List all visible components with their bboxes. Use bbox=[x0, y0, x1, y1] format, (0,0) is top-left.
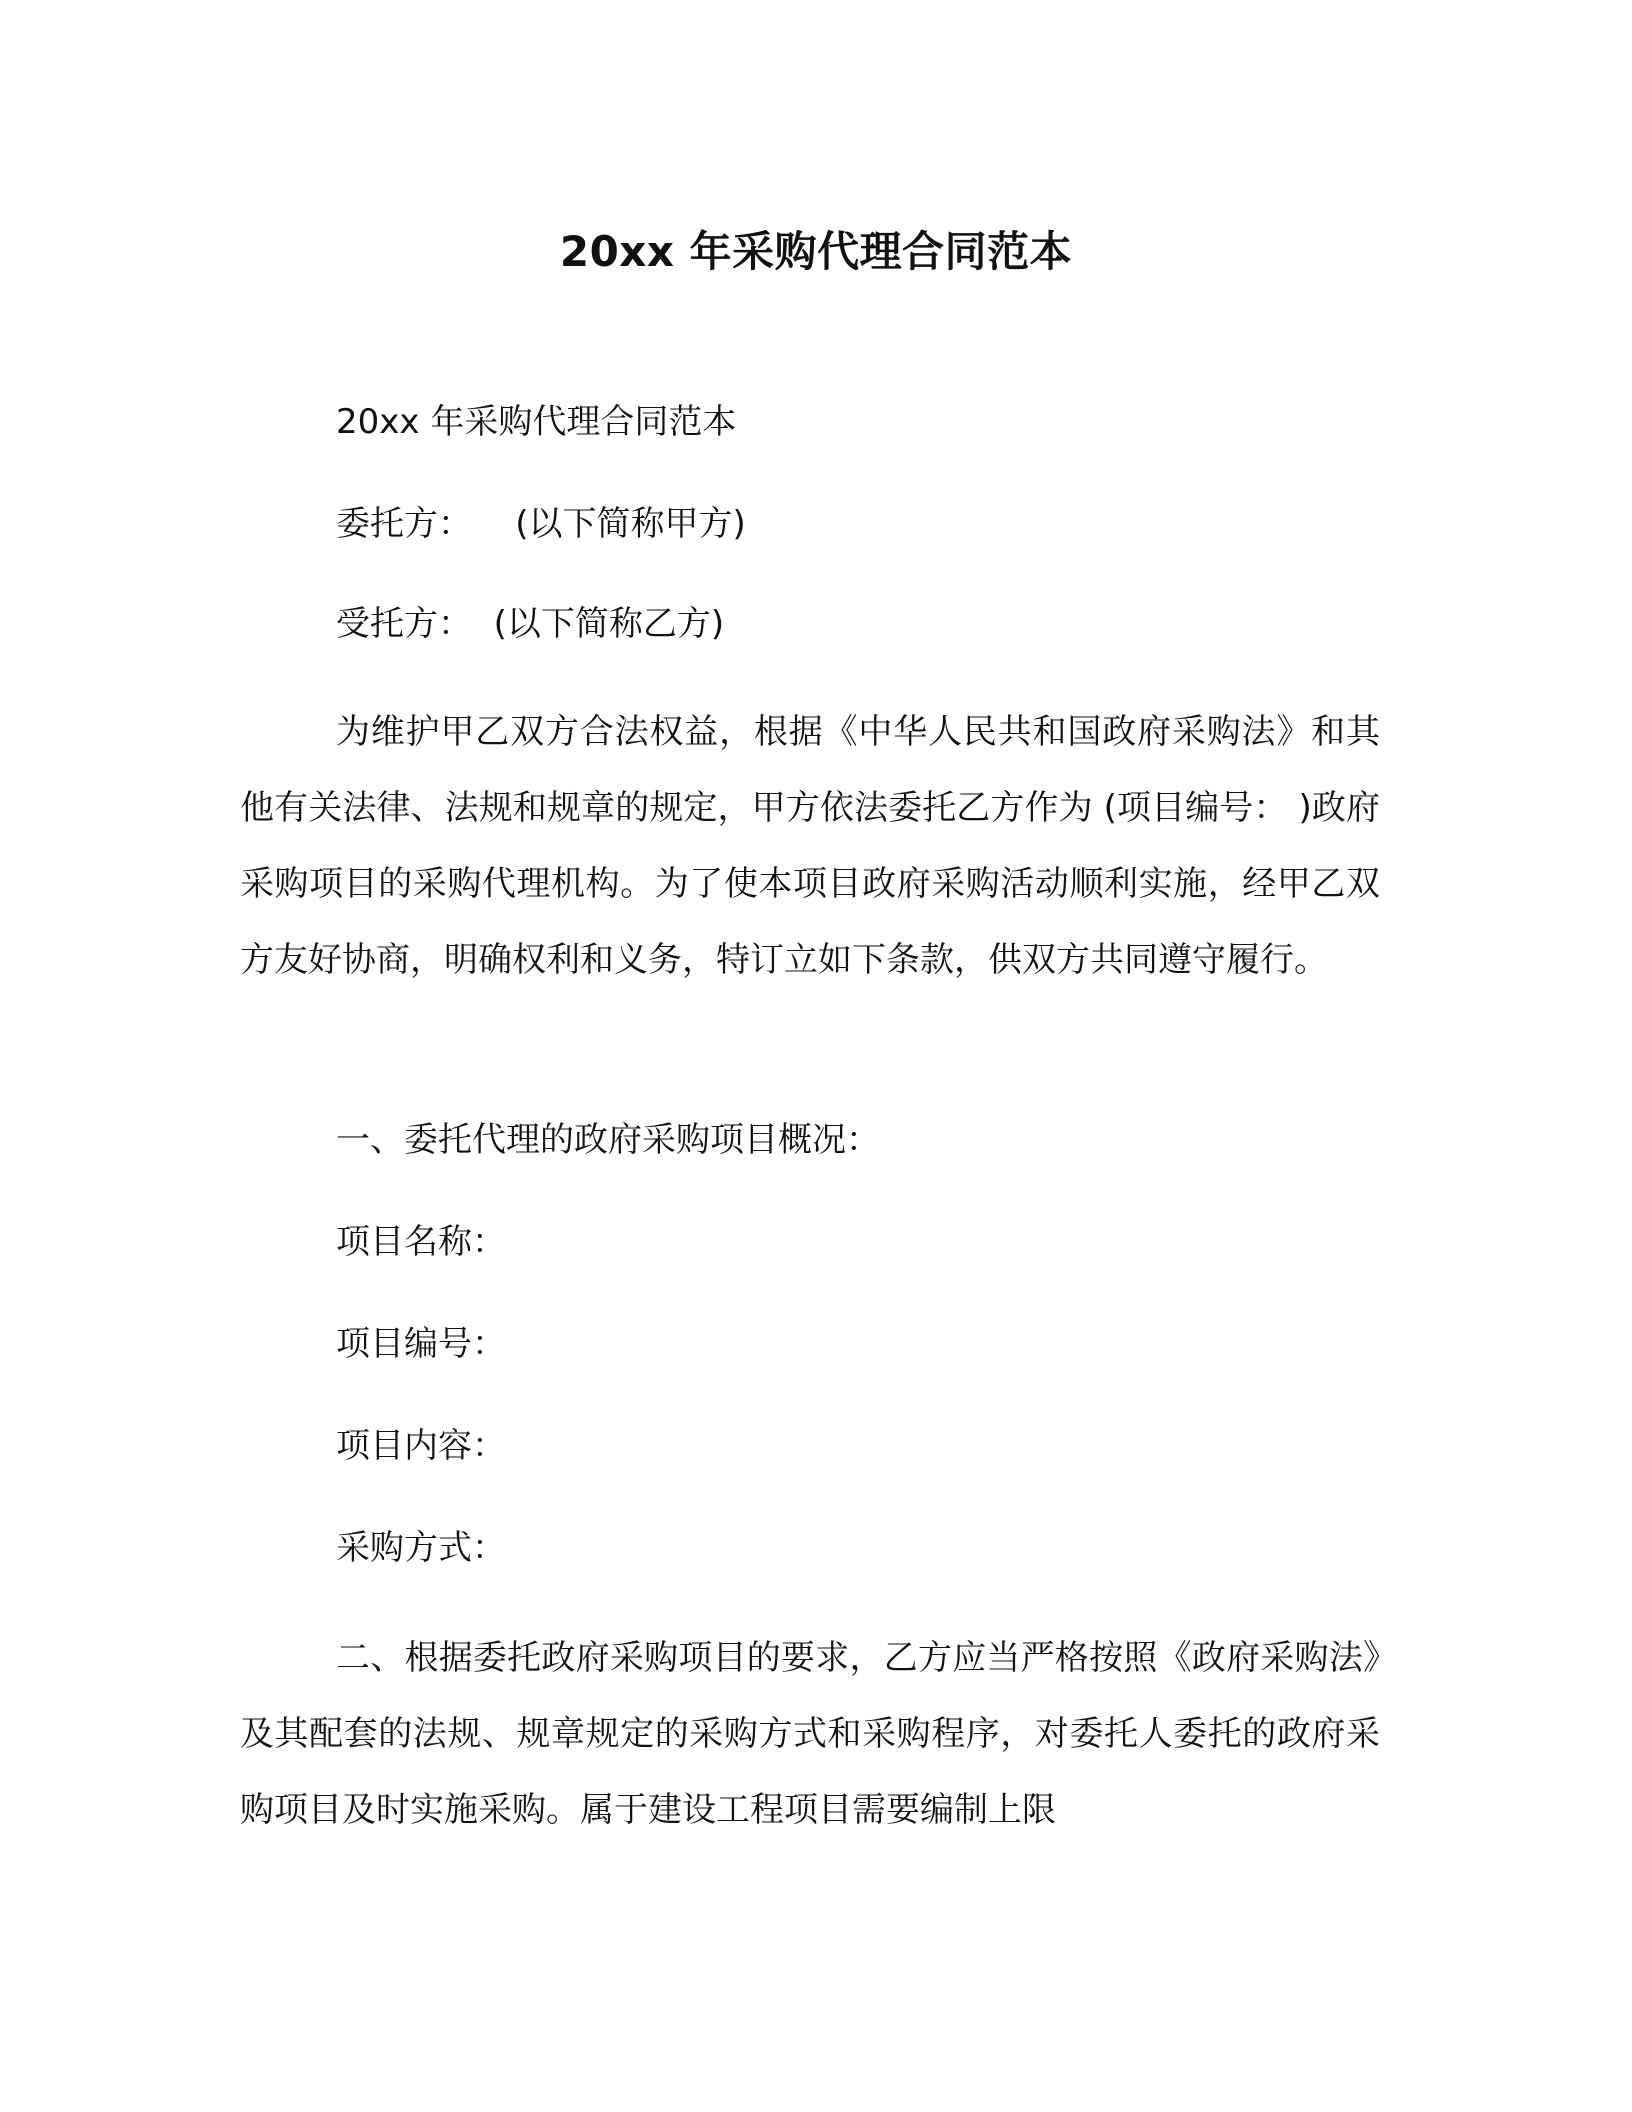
field-purchase-method: 采购方式： bbox=[336, 1528, 506, 1568]
document-title: 20xx 年采购代理合同范本 bbox=[559, 227, 1073, 276]
section-2-paragraph: 二、根据委托政府采购项目的要求，乙方应当严格按照《政府采购法》及其配套的法规、规章规定的采购方式和采购程序，对委托人委托的政府采购项目及时实施采购。属于建设工程项目需要编制上限 bbox=[240, 1638, 1380, 1830]
client-party-line: 委托方： (以下简称甲方) bbox=[336, 504, 746, 544]
field-project-content: 项目内容： bbox=[336, 1426, 506, 1466]
section-1-heading: 一、委托代理的政府采购项目概况： bbox=[336, 1120, 880, 1160]
intro-paragraph: 为维护甲乙双方合法权益，根据《中华人民共和国政府采购法》和其他有关法律、法规和规章的规定，甲方依法委托乙方作为 (项目编号： )政府采购项目的采购代理机构。为了使本项目政府采购活动顺利实施，经甲乙双方友好协商，明确权利和义务，特订立如下条款，供双方共同遵守履行。 bbox=[240, 712, 1380, 980]
agent-party-line: 受托方： (以下简称乙方) bbox=[336, 604, 725, 644]
field-project-number: 项目编号： bbox=[336, 1324, 506, 1364]
field-project-name: 项目名称： bbox=[336, 1222, 506, 1262]
document-subtitle: 20xx 年采购代理合同范本 bbox=[336, 402, 737, 442]
